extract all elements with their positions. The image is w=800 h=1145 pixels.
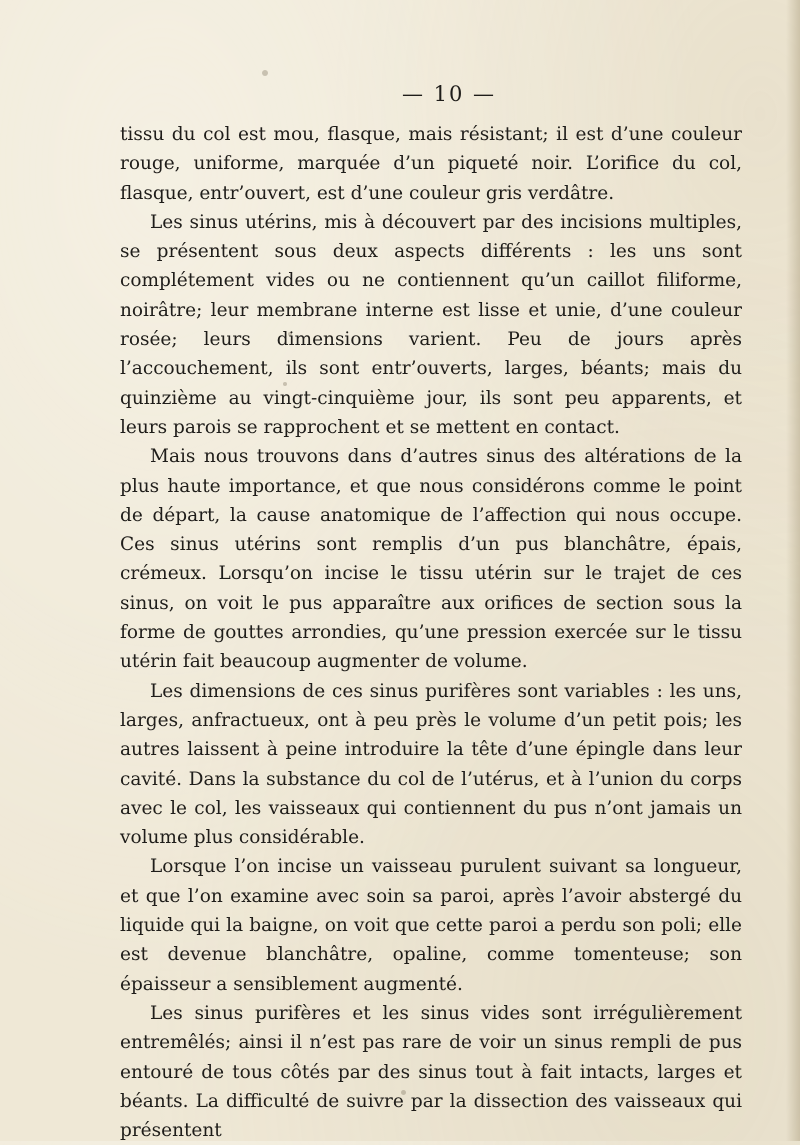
paragraph-4: Les dimensions de ces sinus purifères sont variables : les uns, larges, anfractueux, ont à peu près le volume d’un petit pois; les autres laissent à peine introduire la tête d’une épingle dans leur cavité. Dans la substance du col de l’utérus, et à l’union du corps avec le col, les vaisseaux qui contiennent du pus n’ont jamais un volume plus considérable. bbox=[120, 680, 742, 849]
page-number: — 10 — bbox=[401, 82, 497, 106]
paragraph-3: Mais nous trouvons dans d’autres sinus des altérations de la plus haute importance, et que nous considérons comme le point de départ, la cause anatomique de l’affection qui nous occupe. Ces sinus utérins sont remplis d’un pus blanchâtre, épais, crémeux. Lorsqu’on incise le tissu utérin sur le trajet de ces sinus, on voit le pus apparaître aux orifices de section sous la forme de gouttes arrondies, qu’une pression exercée sur le tissu utérin fait beaucoup augmenter de volume. bbox=[120, 446, 742, 673]
paragraph-1: tissu du col est mou, flasque, mais résistant; il est d’une couleur rouge, uniforme, marquée d’un piqueté noir. L’orifice du col, flasque, entr’ouvert, est d’une couleur gris verdâtre. bbox=[120, 124, 742, 204]
paragraph-2: Les sinus utérins, mis à découvert par des incisions multiples, se présentent sous deux aspects différents : les uns sont complétement vides ou ne contiennent qu’un caillot filiforme, noirâtre; leur membrane interne est lisse et unie, d’une couleur rosée; leurs dimensions varient. Peu de jours après l’accouchement, ils sont entr’ouverts, larges, béants; mais du quinzième au vingt-cinquième jour, ils sont peu apparents, et leurs parois se rapprochent et se mettent en contact. bbox=[120, 211, 742, 438]
document-page bbox=[120, 80, 742, 1145]
paragraph-5: Lorsque l’on incise un vaisseau purulent suivant sa longueur, et que l’on examine avec soin sa paroi, après l’avoir abstergé du liquide qui la baigne, on voit que cette paroi a perdu son poli; elle est devenue blanchâtre, opaline, comme tomenteuse; son épaisseur a sensiblement augmenté. bbox=[120, 856, 742, 995]
page-edge-shadow bbox=[786, 0, 800, 1141]
paragraph-6: Les sinus purifères et les sinus vides sont irrégulièrement entremêlés; ainsi il n’est pas rare de voir un sinus rempli de pus entouré de tous côtés par des sinus tout à fait intacts, larges et béants. La difficulté de suivre par la dissection des vaisseaux qui présentent bbox=[120, 1002, 742, 1142]
paper-speck bbox=[262, 70, 268, 76]
